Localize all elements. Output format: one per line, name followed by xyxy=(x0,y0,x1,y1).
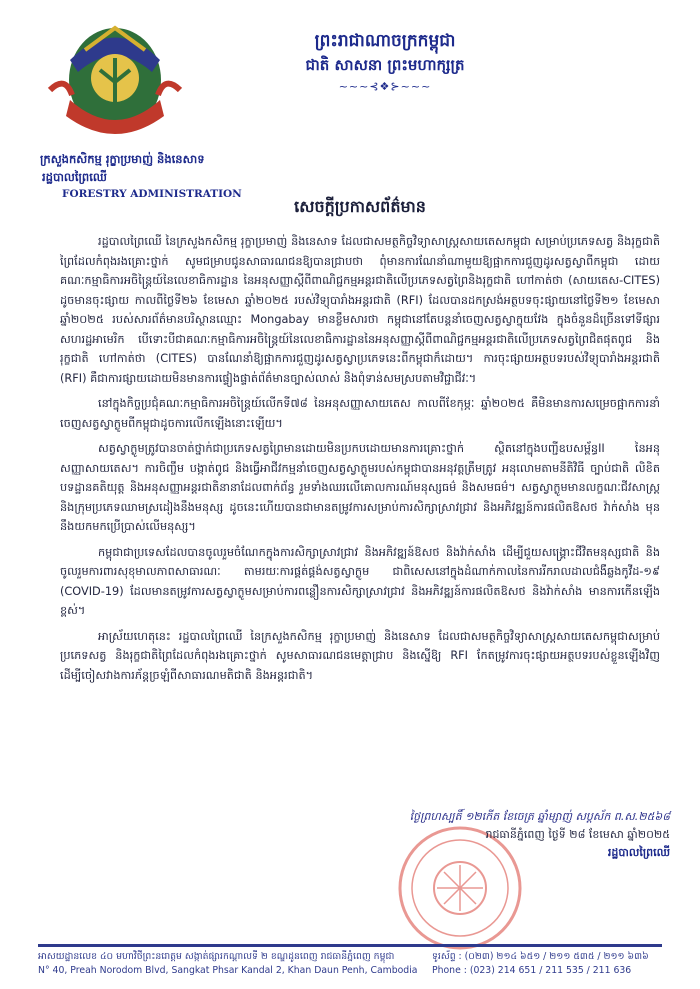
kingdom-title: ព្រះរាជាណាចក្រកម្ពុជា xyxy=(314,31,456,51)
document-body xyxy=(60,232,660,691)
forestry-administration-emblem xyxy=(40,20,190,146)
paragraph: រដ្ឋបាលព្រៃឈើ នៃក្រសួងកសិកម្ម រុក្ខាប្រមាញ់ និងនេសាទ ដែលជាសមត្ថកិច្ចវិទ្យាសាស្ត្រសាយតេសកម្ពុជា សម្រាប់ប្រភេទសត្វ និងរុក្ខជាតិព្រៃដែលកំពុងរងគ្រោះថ្នាក់ សូមជម្រាបជូនសាធារណជនឱ្យបានជ្រាបថា ពុំមានការណែនាំណាមួយឱ្យផ្អាកការជួញដូរសត្វស្វាពីកម្ពុជា ដោយគណៈកម្មាធិការអចិន្ត្រៃយ៍នៃលេខាធិការដ្ឋាន នៃអនុសញ្ញាស្តីពីពាណិជ្ជកម្មអន្តរជាតិលើប្រភេទសត្វព្រៃនិងរុក្ខជាតិ ហៅកាត់ថា (សាយតេស-CITES) ដូចមានចុះផ្សាយ កាលពីថ្ងៃទី២៦ ខែមេសា ឆ្នាំ២០២៥ របស់វិទ្យុបារាំងអន្តរជាតិ (RFI) ដែលបានដកស្រង់អត្ថបទចុះផ្សាយនៅថ្ងៃទី២១ ខែមេសា ឆ្នាំ២០២៥ របស់សារព័ត៌មានបរិស្ថានឈ្មោះ Mongabay មានខ្លឹមសារថា កម្ពុជានៅតែបន្តនាំចេញសត្វស្វាក្នុយវែង ក្នុងចំនួនដ៏ច្រើនទៅទីផ្សារសហរដ្ឋអាមេរិក បើទោះបីជាគណៈកម្មាធិការអចិន្ត្រៃយ៍នៃលេខាធិការដ្ឋាននៃអនុសញ្ញាស្តីពីពាណិជ្ជកម្មអន្តរជាតិលើប្រភេទសត្វព្រៃជិតផុតពូជ និងរុក្ខជាតិ ហៅកាត់ថា (CITES) បានណែនាំឱ្យផ្អាកការជួញដូរសត្វស្វាប្រភេទនេះពីកម្ពុជាក៏ដោយ។ ការចុះផ្សាយអត្ថបទរបស់វិទ្យុបារាំងអន្តរជាតិ (RFI) គឺជាការផ្សាយដោយមិនមានការផ្ទៀងផ្ទាត់ព័ត៌មានច្បាស់លាស់ និងពុំទាន់សមស្របតាមវិជ្ជាជីវៈ។ xyxy=(60,235,660,385)
date-signature-block xyxy=(350,808,670,862)
address-english: N° 40, Preah Norodom Blvd, Sangkat Phsar Kandal 2, Khan Daun Penh, Cambodia xyxy=(38,965,418,976)
kingdom-header xyxy=(270,30,500,96)
phone-khmer: ទូរស័ព្ទ : (០២៣) ២១៤ ៦៥១ / ២១១ ៥៣៥ / ២១១ ៦៣៦ xyxy=(432,951,649,962)
signing-office: រដ្ឋបាលព្រៃឈើ xyxy=(607,846,670,859)
department-name: រដ្ឋបាលព្រៃឈើ xyxy=(42,170,107,184)
paragraph: នៅក្នុងកិច្ចប្រជុំគណៈកម្មាធិការអចិន្ត្រៃយ៍លើកទី៧៨ នៃអនុសញ្ញាសាយតេស កាលពីខែកុម្ភៈ ឆ្នាំ២០២៥ គឺមិនមានការសម្រេចផ្អាកការនាំចេញសត្វស្វាក្ងូមពីកម្ពុជាដូចការលើកឡើងនោះឡើយ។ xyxy=(60,397,660,430)
document-title: សេចក្តីប្រកាសព័ត៌មាន xyxy=(294,197,426,216)
footer-divider xyxy=(38,944,662,947)
phone-english: Phone : (023) 214 651 / 211 535 / 211 636 xyxy=(432,965,632,976)
solar-date: រាជធានីភ្នំពេញ ថ្ងៃទី ២៨ ខែមេសា ឆ្នាំ២០២៥ xyxy=(485,828,670,841)
footer-address xyxy=(38,950,418,978)
lunar-date: ថ្ងៃព្រហស្បតិ៍ ១២កើត ខែចេត្រ ឆ្នាំម្សាញ់ សប្តស័ក ព.ស.២៥៦៨ xyxy=(409,810,670,823)
paragraph: អាស្រ័យហេតុនេះ រដ្ឋបាលព្រៃឈើ នៃក្រសួងកសិកម្ម រុក្ខាប្រមាញ់ និងនេសាទ ដែលជាសមត្ថកិច្ចវិទ្យាសាស្ត្រសាយតេសកម្ពុជាសម្រាប់ប្រភេទសត្វ និងរុក្ខជាតិព្រៃដែលកំពុងរងគ្រោះថ្នាក់ សូមសាធារណជនមេត្តាជ្រាប និងស្នើឱ្យ RFI កែតម្រូវការចុះផ្សាយអត្ថបទរបស់ខ្លួនឡើងវិញ ដើម្បីចៀសវាងការភ័ន្តច្រឡំពីសាធារណមតិជាតិ និងអន្តរជាតិ។ xyxy=(60,629,660,682)
national-motto: ជាតិ សាសនា ព្រះមហាក្សត្រ xyxy=(305,56,465,74)
paragraph: កម្ពុជាជាប្រទេសដែលបានចូលរួមចំណែកក្នុងការសិក្សាស្រាវជ្រាវ និងអភិវឌ្ឍន៍ឱសថ និងវ៉ាក់សាំង ដើម្បីជួយសង្គ្រោះជីវិតមនុស្សជាតិ និងចូលរួមការពារសុខុមាលភាពសាធារណៈ តាមរយៈការផ្គត់ផ្គង់សត្វស្វាក្ងូម ជាពិសេសនៅក្នុងដំណាក់កាលនៃការរីករាលដាលជំងឺឆ្លងកូវីដ-១៩ (COVID-19) ដែលមានតម្រូវការសត្វស្វាក្ងូមសម្រាប់ការពន្លឿនការសិក្សាស្រាវជ្រាវ និងអភិវឌ្ឍន៍ការផលិតឱសថ និងវ៉ាក់សាំង មានការកើនឡើងខ្ពស់។ xyxy=(60,545,660,617)
ministry-name: ក្រសួងកសិកម្ម រុក្ខាប្រមាញ់ និងនេសាទ xyxy=(40,152,205,166)
ministry-block xyxy=(40,150,270,202)
footer-phone xyxy=(432,950,662,978)
paragraph: សត្វស្វាក្ងូមត្រូវបានចាត់ថ្នាក់ជាប្រភេទសត្វព្រៃមានដោយមិនប្រកបដោយមានការគ្រោះថ្នាក់ ស្ថិតនៅក្នុងបញ្ជីឧបសម្ព័ន្ធII នៃអនុសញ្ញាសាយតេស។ ការចិញ្ចឹម បង្កាត់ពូជ និងធ្វើអាជីវកម្មនាំចេញសត្វស្វាក្ងូមរបស់កម្ពុជាបានអនុវត្តត្រឹមត្រូវ អនុលោមតាមនីតិវិធី ច្បាប់ជាតិ លិខិតបទដ្ឋានគតិយុត្ត និងអនុសញ្ញាអន្តរជាតិនានាដែលពាក់ព័ន្ធ រួមទាំងឈរលើគោលការណ៍មនុស្សធម៌ និងសមធម៌។ សត្វស្វាក្ងូមមានលក្ខណៈជីវសាស្ត្រ និងក្រុមប្រភេទឈាមស្រដៀងនឹងមនុស្ស ដូចនេះហើយបានជាមានតម្រូវការសម្រាប់ការសិក្សាស្រាវជ្រាវ និងអភិវឌ្ឍន៍ការផលិតឱសថ វ៉ាក់សាំង មុននឹងយកមកប្រើប្រាស់លើមនុស្ស។ xyxy=(60,442,660,533)
address-khmer: អាសយដ្ឋានលេខ ៤០ មហាវិថីព្រះនរោត្តម សង្កាត់ផ្សារកណ្តាលទី ២ ខណ្ឌដូនពេញ រាជធានីភ្នំពេញ កម្ពុជា xyxy=(38,951,395,962)
department-name-english: FORESTRY ADMINISTRATION xyxy=(62,188,242,200)
ornament-divider: ~~~⊰❖⊱~~~ xyxy=(338,80,432,93)
